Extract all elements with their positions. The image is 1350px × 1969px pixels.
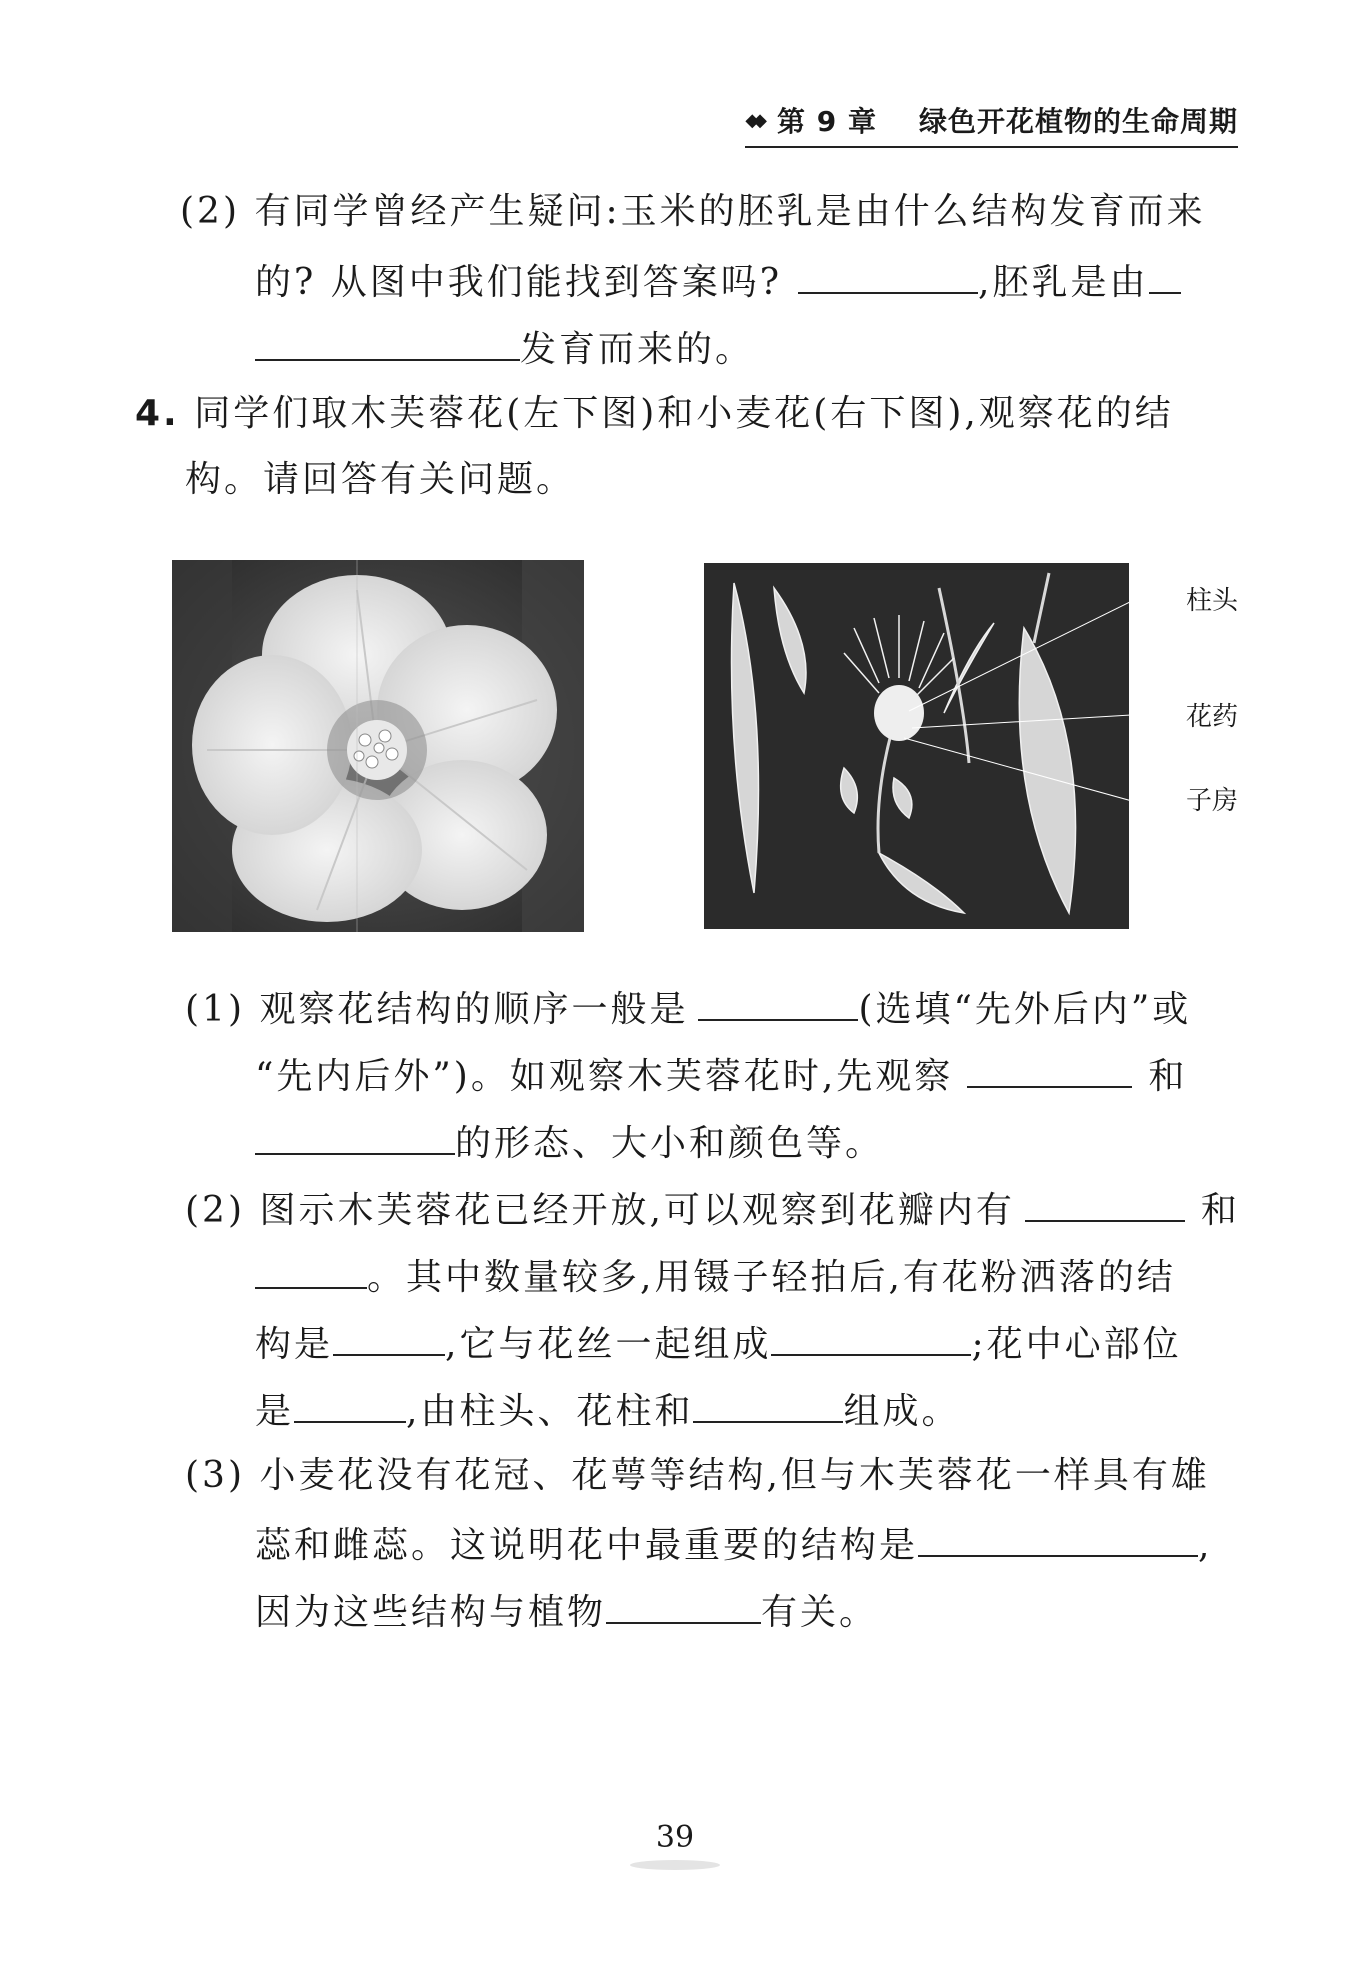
q4-part2-line4: 是 ,由柱头、花柱和 组成。 bbox=[255, 1387, 960, 1434]
q4-part1-line3: 的形态、大小和颜色等。 bbox=[255, 1119, 884, 1166]
chapter-number: 第 9 章 bbox=[777, 105, 877, 138]
answer-blank[interactable] bbox=[967, 1052, 1132, 1088]
chapter-title: 绿色开花植物的生命周期 bbox=[918, 105, 1238, 138]
q4-part3-line3: 因为这些结构与植物 有关。 bbox=[255, 1588, 878, 1635]
q4-part3-line1: (3) 小麦花没有花冠、花萼等结构,但与木芙蓉花一样具有雄 bbox=[185, 1455, 1210, 1496]
answer-blank[interactable] bbox=[698, 985, 858, 1021]
q3-part2-line3: 发育而来的。 bbox=[255, 325, 754, 372]
answer-blank[interactable] bbox=[255, 1119, 455, 1155]
page-number: 39 bbox=[655, 1820, 695, 1855]
anther-label: 花药 bbox=[1186, 702, 1239, 732]
answer-blank[interactable] bbox=[693, 1387, 843, 1423]
answer-blank[interactable] bbox=[1149, 258, 1181, 294]
hibiscus-photo bbox=[172, 560, 584, 932]
diamond-icon: ◆◆ bbox=[745, 109, 761, 131]
answer-blank[interactable] bbox=[1025, 1186, 1185, 1222]
answer-blank[interactable] bbox=[798, 258, 978, 294]
wheat-flower-photo bbox=[704, 563, 1129, 929]
q4-part2-line1: (2) 图示木芙蓉花已经开放,可以观察到花瓣内有 和 bbox=[185, 1186, 1240, 1233]
q4-part1-line2: “先内后外”)。如观察木芙蓉花时,先观察 和 bbox=[255, 1052, 1187, 1099]
answer-blank[interactable] bbox=[771, 1320, 971, 1356]
answer-blank[interactable] bbox=[294, 1387, 406, 1423]
q4-part1-line1: (1) 观察花结构的顺序一般是 (选填“先外后内”或 bbox=[185, 985, 1191, 1032]
answer-blank[interactable] bbox=[255, 1253, 367, 1289]
q4-line1: 4. 同学们取木芙蓉花(左下图)和小麦花(右下图),观察花的结 bbox=[135, 393, 1174, 434]
stigma-label: 柱头 bbox=[1186, 586, 1239, 616]
q3-part2-line1: (2) 有同学曾经产生疑问:玉米的胚乳是由什么结构发育而来 bbox=[180, 191, 1206, 232]
page-number-decoration bbox=[630, 1860, 720, 1870]
chapter-header bbox=[745, 100, 1238, 148]
answer-blank[interactable] bbox=[255, 325, 520, 361]
question-number: 4. bbox=[135, 393, 180, 434]
answer-blank[interactable] bbox=[918, 1521, 1198, 1557]
q4-part2-line2: 。其中数量较多,用镊子轻拍后,有花粉洒落的结 bbox=[255, 1253, 1176, 1300]
answer-blank[interactable] bbox=[333, 1320, 445, 1356]
answer-blank[interactable] bbox=[606, 1588, 761, 1624]
ovary-label: 子房 bbox=[1186, 786, 1239, 816]
q4-part3-line2: 蕊和雌蕊。这说明花中最重要的结构是 , bbox=[255, 1521, 1212, 1568]
q4-line2: 构。请回答有关问题。 bbox=[185, 459, 576, 500]
q4-part2-line3: 构是 ,它与花丝一起组成 ;花中心部位 bbox=[255, 1320, 1182, 1367]
q3-part2-line2: 的? 从图中我们能找到答案吗? ,胚乳是由 bbox=[255, 258, 1181, 305]
